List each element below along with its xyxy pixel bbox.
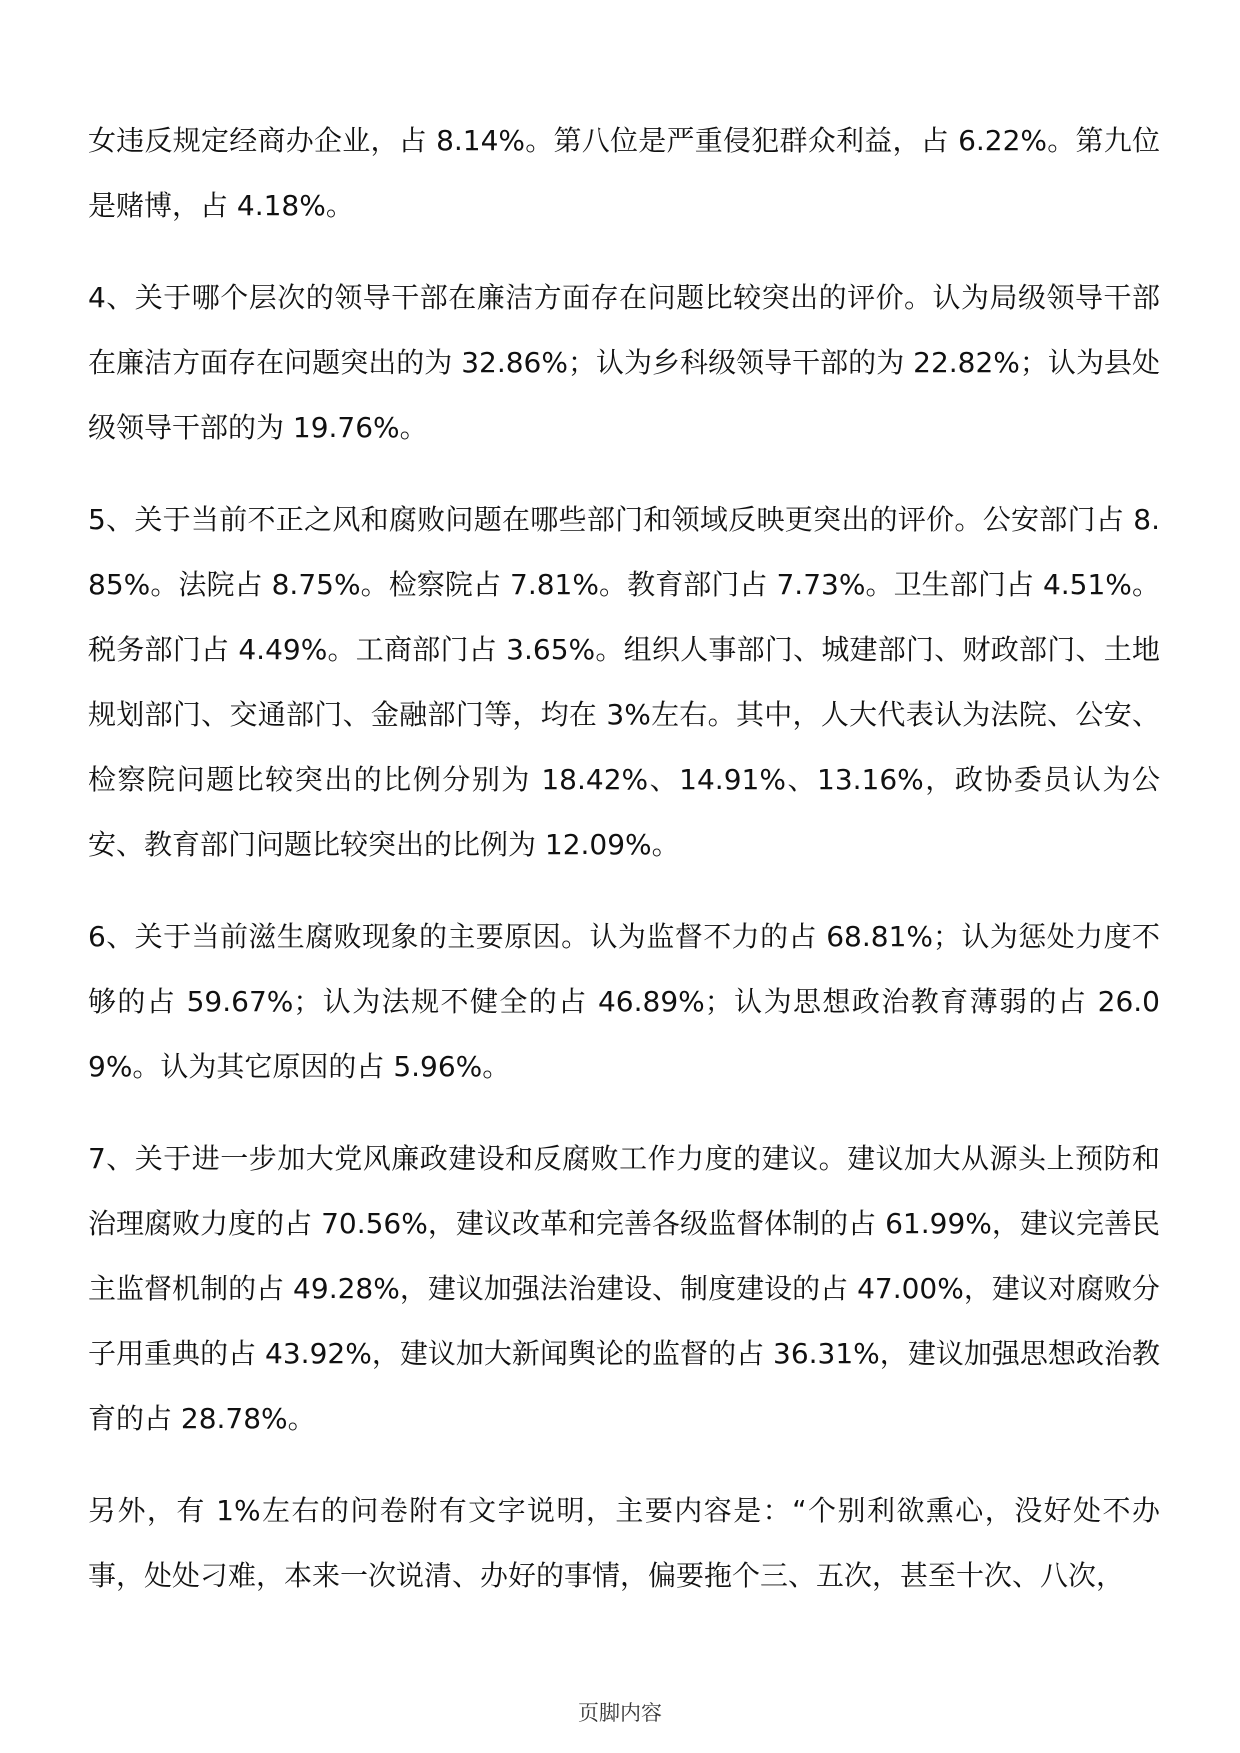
paragraph-item-5: 5、关于当前不正之风和腐败问题在哪些部门和领域反映更突出的评价。公安部门占 8.85%。法院占 8.75%。检察院占 7.81%。教育部门占 7.73%。卫生部门占 4.51%。税务部门占 4.49%。工商部门占 3.65%。组织人事部门、城建部门、财政部门、土地规划部门、交通部门、金融部门等，均在 3%左右。其中，人大代表认为法院、公安、检察院问题比较突出的比例分别为 18.42%、14.91%、13.16%，政协委员认为公安、教育部门问题比较突出的比例为 12.09%。 (88, 503, 1160, 861)
page-footer: 页脚内容 (578, 1701, 662, 1725)
paragraph-additional-notes: 另外，有 1%左右的问卷附有文字说明，主要内容是：“个别利欲熏心，没好处不办事，处处刁难，本来一次说清、办好的事情，偏要拖个三、五次，甚至十次、八次， (88, 1494, 1160, 1592)
paragraph-item-6: 6、关于当前滋生腐败现象的主要原因。认为监督不力的占 68.81%；认为惩处力度不够的占 59.67%；认为法规不健全的占 46.89%；认为思想政治教育薄弱的占 26.09%。认为其它原因的占 5.96%。 (88, 920, 1160, 1083)
document-body (88, 108, 1160, 1635)
paragraph-item-7: 7、关于进一步加大党风廉政建设和反腐败工作力度的建议。建议加大从源头上预防和治理腐败力度的占 70.56%，建议改革和完善各级监督体制的占 61.99%，建议完善民主监督机制的占 49.28%，建议加强法治建设、制度建设的占 47.00%，建议对腐败分子用重典的占 43.92%，建议加大新闻舆论的监督的占 36.31%，建议加强思想政治教育的占 28.78%。 (88, 1142, 1160, 1435)
paragraph-item-4: 4、关于哪个层次的领导干部在廉洁方面存在问题比较突出的评价。认为局级领导干部在廉洁方面存在问题突出的为 32.86%；认为乡科级领导干部的为 22.82%；认为县处级领导干部的为 19.76%。 (88, 281, 1160, 444)
paragraph-continuation: 女违反规定经商办企业，占 8.14%。第八位是严重侵犯群众利益，占 6.22%。第九位是赌博，占 4.18%。 (88, 124, 1160, 222)
